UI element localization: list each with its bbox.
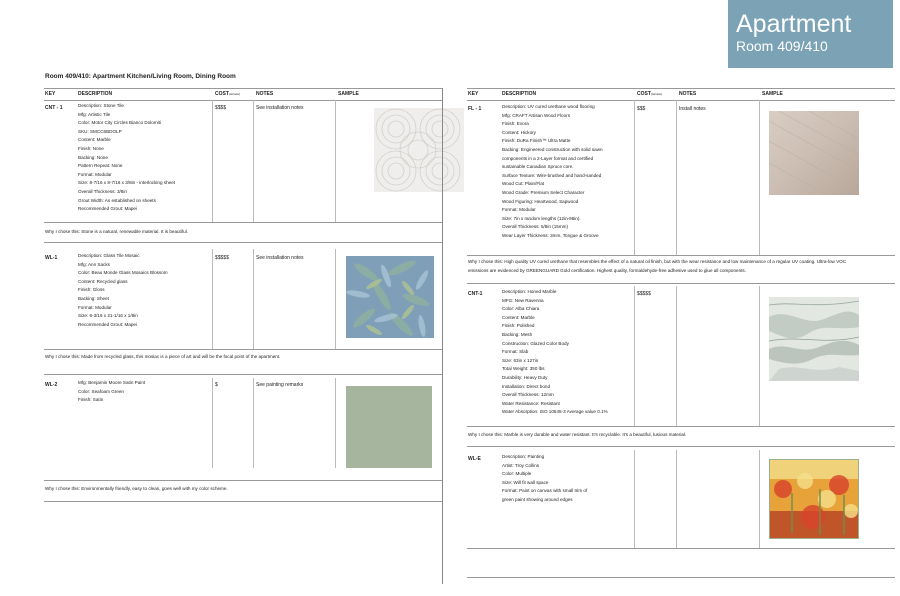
row-key: WL-2 xyxy=(45,382,58,388)
row-description: Description: Stone Tile Mfg: Artistic Tile Color: Motor City Circles Bianco Dolomiti SKU: SMCC6BDOLP Content: Marble Finish: None Backing: None Pattern Repeat: None Format: Modular Size: 8-7/16 x 8-7/16 x 3/8in - interlocking sheet Overall Thickness: 3/8in Grout Width: As established on sheets Recommended Grout: Mapei xyxy=(78,103,176,212)
col-sample: SAMPLE xyxy=(762,91,783,97)
row-why: Why I chose this: Environmentally friendly, easy to clean, goes well with my color scheme. xyxy=(45,486,228,491)
row-cost: $$$$ xyxy=(215,105,227,111)
left-table-header xyxy=(44,88,442,101)
row-why: Why I chose this: Made from recycled glass, this mosiac is a piece of art and will be the focal point of the apartment. xyxy=(45,354,281,359)
row-notes: See installation notes xyxy=(256,255,304,261)
marble-sample xyxy=(769,297,859,381)
col-key: KEY xyxy=(45,91,56,97)
row-cost: $$$$$ xyxy=(215,255,229,261)
row-key: CNT - 1 xyxy=(45,105,63,111)
painting-sample xyxy=(769,459,859,539)
stone-tile-sample xyxy=(374,108,464,192)
glass-mosaic-sample xyxy=(346,256,434,338)
row-why: Why I chose this: Marble is very durable and water resistant. It's recyclable. It's a beautiful, lusious material. xyxy=(468,432,687,437)
col-cost: COST(terrace) xyxy=(215,91,241,97)
wood-floor-sample xyxy=(769,111,859,195)
col-sample: SAMPLE xyxy=(338,91,359,97)
row-description: Description: Painting Artist: Troy Collins Color: Multiple Size: Will fit wall space Format: Paint on canvas with small trim of green paint showing around edges xyxy=(502,454,588,502)
row-description: Mfg: Benjamin Moore Satin Paint Color: Seafoam Green Finish: Satin xyxy=(78,380,146,403)
column-divider xyxy=(442,88,443,584)
right-table xyxy=(467,88,895,584)
room-title: Room 409/410: Apartment Kitchen/Living Room, Dining Room xyxy=(45,73,236,80)
col-notes: NOTES xyxy=(256,91,274,97)
title-banner xyxy=(728,0,893,68)
row-cost: $$$$$ xyxy=(637,291,651,297)
row-cost: $ xyxy=(215,382,218,388)
col-notes: NOTES xyxy=(679,91,697,97)
col-description: DESCRIPTION xyxy=(78,91,113,97)
page-title: Apartment xyxy=(736,10,852,38)
right-table-header xyxy=(467,88,895,101)
row-notes: Install notes xyxy=(679,106,706,112)
row-notes: See installation notes xyxy=(256,105,304,111)
row-description: Description: UV cured urethane wood flooring Mfg: CRAFT Artisan Wood Floors Finish: Evora Content: Hickory Finish: DuRa Finish™ Ultra Matte Backing: Engineered construction with solid sawn components in a 2-Layer format and certified sustainable Canadian Spruce core. Surface Texture: Wire-brushed and hand-sanded Wood Cut: Plain/Flat Wood Grade: Premium Select Character Wood Figuring: Heartwood, Sapwood Format: Modular Size: 7in x random lengths (12in-96in). Overall Thickness: 5/8in (15mm) Wear Layer Thickness: 3mm, Tongue & Groove xyxy=(502,104,603,238)
col-cost: COST(terrace) xyxy=(637,91,663,97)
col-description: DESCRIPTION xyxy=(502,91,537,97)
row-why: Why I chose this: High quality UV cured urethane that resembles the effect of a natural oil finish, but with the wear resistance and low maintenance of a regular UV coating. Ultra-low VOC emissions are evidenced by GREENGUARD Gold certification. Highest quality, formaldehyde-free adhesive used to glue all components. xyxy=(468,259,847,273)
row-key: CNT-1 xyxy=(468,291,483,297)
row-notes: See painting remarks xyxy=(256,382,304,388)
row-key: WL-E xyxy=(468,456,481,462)
row-description: Description: Glass Tile Mosaic Mfg: Ann Sacks Color: Beau Monde Glass Mosaics Blossom Content: Recycled glass Finish: Gloss Backing: Sheet Format: Modular Size: 6-3/16 x 21-1/16 x 1/8in Recommended Grout: Mapei xyxy=(78,253,168,327)
row-description: Description: Honed Marble MFG: New Ravenna Color: Alba Chiara Content: Marble Finish: Polished Backing: Mesh Construction: Glazed Color Body Format: Slab Size: 63in x 127in Total Weight: 350 lbs Durability: Heavy Duty Installation: Direct bond Overall Thickness: 12mm Water Resistance: Resistant Water Absorption: ISO 10545-3 Average value 0.1% xyxy=(502,289,608,415)
col-key: KEY xyxy=(468,91,479,97)
left-table xyxy=(44,88,442,508)
paint-swatch-sample xyxy=(346,386,432,468)
row-key: WL-1 xyxy=(45,255,58,261)
row-cost: $$$ xyxy=(637,106,646,112)
row-key: FL - 1 xyxy=(468,106,482,112)
page-subtitle: Room 409/410 xyxy=(736,38,828,54)
row-why: Why I chose this: Stone is a natural, renewable material. It is beautiful. xyxy=(45,229,188,234)
